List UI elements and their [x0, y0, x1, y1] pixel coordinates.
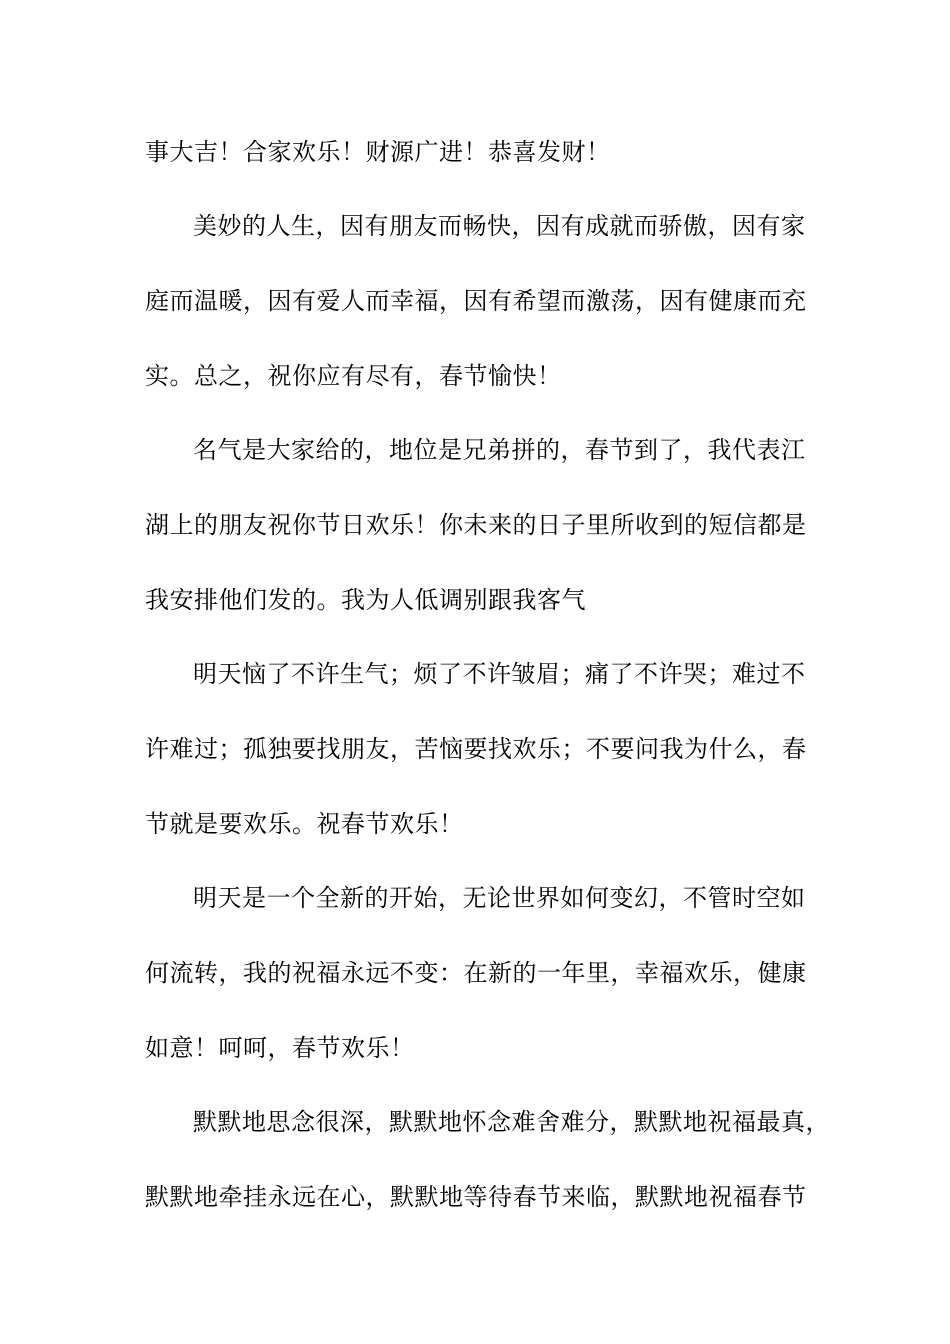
- paragraph-first-line: 默默地思念很深，默默地怀念难舍难分，默默地祝福最真，: [193, 1108, 830, 1136]
- text-line: 庭而温暖，因有爱人而幸福，因有希望而激荡，因有健康而充: [145, 287, 807, 315]
- text-line: 如意！呵呵，春节欢乐！: [145, 1034, 415, 1062]
- paragraph-first-line: 美妙的人生，因有朋友而畅快，因有成就而骄傲，因有家: [193, 212, 806, 240]
- text-line: 何流转，我的祝福永远不变：在新的一年里，幸福欢乐，健康: [145, 959, 807, 987]
- text-line: 我安排他们发的。我为人低调别跟我客气: [145, 586, 586, 614]
- text-line: 默默地牵挂永远在心，默默地等待春节来临，默默地祝福春节: [145, 1183, 807, 1211]
- paragraph-first-line: 明天恼了不许生气；烦了不许皱眉；痛了不许哭；难过不: [193, 660, 806, 688]
- text-line: 节就是要欢乐。祝春节欢乐！: [145, 810, 464, 838]
- text-line: 事大吉！合家欢乐！财源广进！恭喜发财！: [145, 138, 611, 166]
- paragraph-first-line: 名气是大家给的，地位是兄弟拼的，春节到了，我代表江: [193, 436, 806, 464]
- text-line: 湖上的朋友祝你节日欢乐！你未来的日子里所收到的短信都是: [145, 511, 807, 539]
- text-line: 许难过；孤独要找朋友，苦恼要找欢乐；不要问我为什么，春: [145, 735, 807, 763]
- paragraph-first-line: 明天是一个全新的开始，无论世界如何变幻，不管时空如: [193, 884, 806, 912]
- text-line: 实。总之，祝你应有尽有，春节愉快！: [145, 362, 562, 390]
